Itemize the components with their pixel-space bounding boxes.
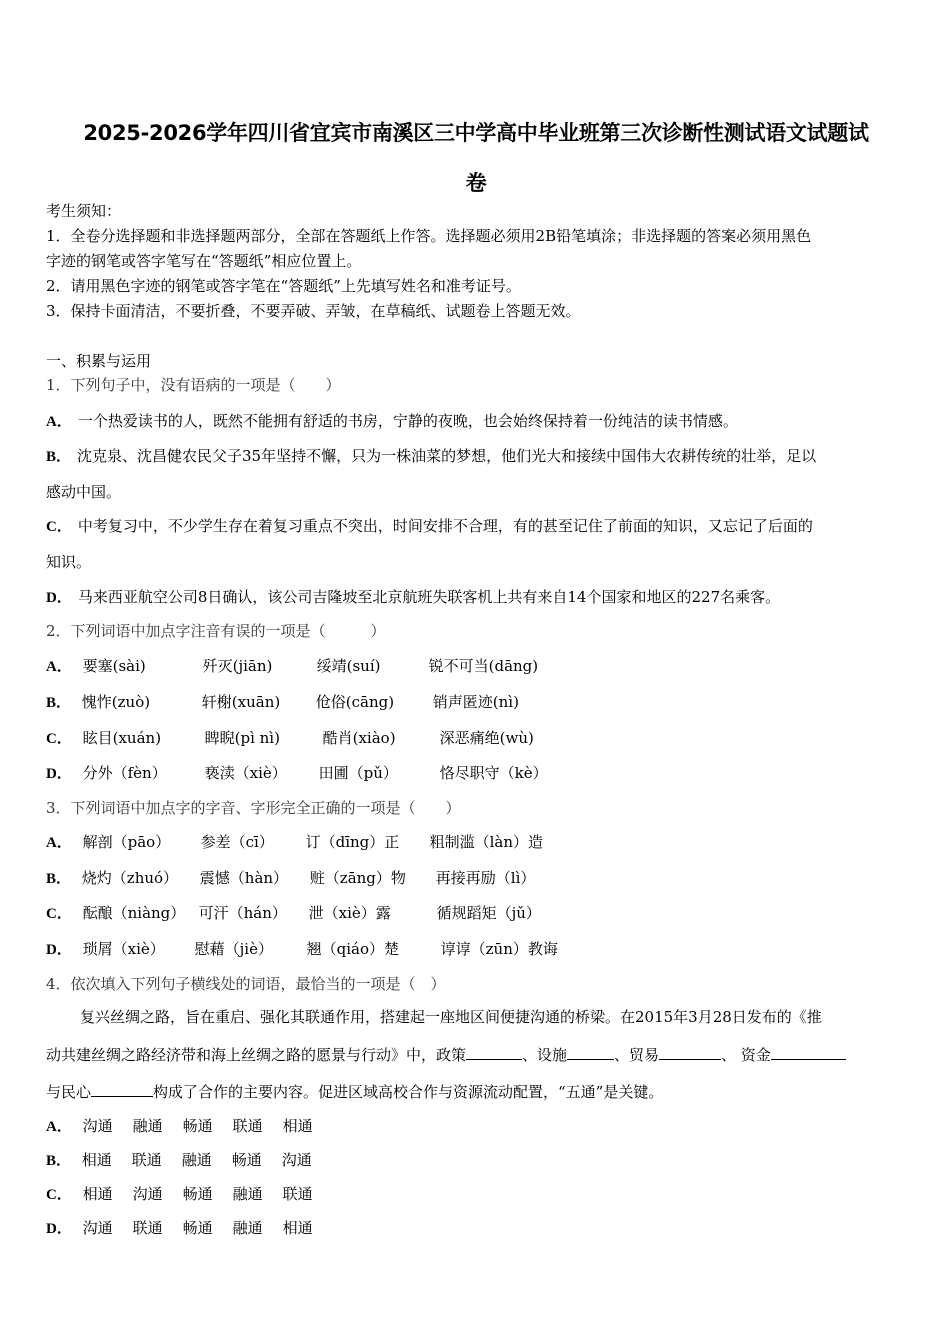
q4-stem: 4．依次填入下列句子横线处的词语，最恰当的一项是（ ） [46, 975, 446, 993]
option-term: 订（dīng）正 [305, 833, 400, 851]
option-label: A． [46, 659, 72, 675]
option-word: 相通 [81, 1151, 112, 1169]
option-word: 相通 [282, 1219, 313, 1237]
option-word: 畅通 [182, 1117, 213, 1135]
q4-option-d [46, 1218, 313, 1239]
q2-option-b [46, 692, 519, 713]
option-term: 慰藉（jiè） [194, 940, 273, 958]
q4-option-b [46, 1150, 312, 1171]
notice-item-3: 3．保持卡面清洁，不要折叠，不要弄破、弄皱，在草稿纸、试题卷上答题无效。 [46, 302, 581, 320]
option-label: B． [46, 695, 72, 711]
q2-option-c [46, 728, 534, 749]
title-line-1: 2025-2026学年四川省宜宾市南溪区三中学高中毕业班第三次诊断性测试语文试题试 [83, 121, 869, 145]
option-text: 马来西亚航空公司8日确认，该公司吉隆坡至北京航班失联客机上共有来自14个国家和地区的227名乘客。 [77, 588, 781, 606]
option-term: 震憾（hàn） [199, 869, 289, 887]
option-word: 联通 [232, 1117, 263, 1135]
option-term: 深恶痛绝(wù) [439, 729, 534, 747]
option-term: 再接再励（lì） [435, 869, 536, 887]
answer-blank[interactable] [466, 1045, 522, 1060]
option-label: C． [46, 731, 72, 747]
option-label: C． [46, 519, 72, 535]
option-term: 恪尽职守（kè） [439, 764, 548, 782]
option-term: 歼灭(jiān) [202, 657, 273, 675]
q1-stem: 1．下列句子中，没有语病的一项是（ ） [46, 376, 341, 394]
option-term: 销声匿迹(nì) [432, 693, 519, 711]
option-word: 融通 [181, 1151, 212, 1169]
option-term: 粗制滥（làn）造 [429, 833, 544, 851]
option-label: B． [46, 1153, 72, 1169]
option-term: 亵渎（xiè） [204, 764, 287, 782]
option-text: 一个热爱读书的人，既然不能拥有舒适的书房，宁静的夜晚，也会始终保持着一份纯洁的读书情感。 [77, 412, 738, 430]
option-term: 烧灼（zhuó） [81, 869, 179, 887]
option-label: C． [46, 1187, 72, 1203]
option-label: D． [46, 766, 72, 782]
q3-option-d [46, 939, 558, 960]
answer-blank[interactable] [567, 1045, 614, 1060]
q2-stem: 2．下列词语中加点字注音有误的一项是（ ） [46, 622, 386, 640]
q4-passage-line-1: 复兴丝绸之路，旨在重启、强化其联通作用，搭建起一座地区间便捷沟通的桥梁。在2015年3月28日发布的《推 [80, 1008, 822, 1026]
q3-option-a [46, 832, 543, 853]
section-heading: 一、积累与运用 [46, 352, 152, 370]
option-term: 解剖（pāo） [82, 833, 171, 851]
q3-stem: 3．下列词语中加点字的字音、字形完全正确的一项是（ ） [46, 799, 461, 817]
option-word: 畅通 [182, 1219, 213, 1237]
q4-passage-line-2 [46, 1045, 846, 1065]
option-word: 融通 [132, 1117, 163, 1135]
q1-option-a [46, 411, 738, 432]
option-word: 畅通 [231, 1151, 262, 1169]
option-word: 沟通 [82, 1219, 113, 1237]
option-word: 沟通 [82, 1117, 113, 1135]
q3-option-c [46, 903, 541, 924]
option-term: 谆谆（zūn）教诲 [440, 940, 558, 958]
option-label: B． [46, 871, 72, 887]
option-term: 酝酿（niàng） [82, 904, 186, 922]
answer-blank[interactable] [771, 1045, 846, 1060]
option-term: 泄（xiè）露 [308, 904, 391, 922]
notice-item-1-cont: 字迹的钢笔或答字笔写在“答题纸”相应位置上。 [46, 252, 362, 270]
option-term: 参差（cī） [200, 833, 274, 851]
q1-option-c [46, 516, 813, 537]
option-label: D． [46, 590, 72, 606]
option-label: C． [46, 906, 72, 922]
passage-text: 、 资金 [721, 1046, 771, 1064]
option-word: 相通 [82, 1185, 113, 1203]
option-word: 联通 [282, 1185, 313, 1203]
option-word: 畅通 [182, 1185, 213, 1203]
option-term: 酷肖(xiào) [322, 729, 396, 747]
q4-option-c [46, 1184, 313, 1205]
option-term: 可汗（hán） [198, 904, 287, 922]
option-term: 琐屑（xiè） [82, 940, 165, 958]
option-label: B． [46, 449, 72, 465]
q1-option-b [46, 446, 816, 467]
option-term: 田圃（pǔ） [318, 764, 398, 782]
option-text: 中考复习中，不少学生存在着复习重点不突出，时间安排不合理，有的甚至记住了前面的知识，又忘记了后面的 [77, 517, 813, 535]
option-term: 赃（zāng）物 [309, 869, 406, 887]
option-label: A． [46, 414, 72, 430]
option-word: 相通 [282, 1117, 313, 1135]
q4-passage-line-3 [46, 1082, 663, 1102]
option-term: 眩目(xuán) [82, 729, 162, 747]
option-label: D． [46, 1221, 72, 1237]
option-term: 轩榭(xuān) [201, 693, 281, 711]
option-term: 要塞(sài) [82, 657, 146, 675]
option-term: 伧俗(cāng) [315, 693, 395, 711]
option-term: 翘（qiáo）楚 [306, 940, 399, 958]
passage-text: 、贸易 [614, 1046, 660, 1064]
page-title [46, 108, 906, 208]
passage-text: 与民心 [46, 1083, 92, 1101]
option-word: 沟通 [132, 1185, 163, 1203]
option-word: 沟通 [281, 1151, 312, 1169]
option-word: 融通 [232, 1185, 263, 1203]
notice-heading: 考生须知： [46, 202, 122, 220]
title-line-2: 卷 [465, 171, 487, 195]
q1-option-b-cont: 感动中国。 [46, 483, 122, 501]
q4-option-a [46, 1116, 313, 1137]
answer-blank[interactable] [91, 1082, 153, 1097]
option-term: 循规蹈矩（jǔ） [436, 904, 541, 922]
option-word: 联通 [132, 1219, 163, 1237]
q1-option-c-cont: 知识。 [46, 553, 92, 571]
option-label: A． [46, 835, 72, 851]
answer-blank[interactable] [659, 1045, 721, 1060]
notice-item-2: 2．请用黑色字迹的钢笔或答字笔在“答题纸”上先填写姓名和准考证号。 [46, 277, 521, 295]
option-term: 睥睨(pì nì) [204, 729, 280, 747]
option-label: A． [46, 1119, 72, 1135]
passage-text: 、设施 [522, 1046, 568, 1064]
passage-text: 动共建丝绸之路经济带和海上丝绸之路的愿景与行动》中，政策 [46, 1046, 467, 1064]
option-text: 沈克泉、沈昌健农民父子35年坚持不懈，只为一株油菜的梦想，他们光大和接续中国伟大农耕传统的壮举，足以 [77, 447, 817, 465]
q3-option-b [46, 868, 535, 889]
option-term: 愧怍(zuò) [81, 693, 151, 711]
option-word: 联通 [131, 1151, 162, 1169]
q2-option-d [46, 763, 548, 784]
option-word: 融通 [232, 1219, 263, 1237]
notice-item-1: 1．全卷分选择题和非选择题两部分，全部在答题纸上作答。选择题必须用2B铅笔填涂；非选择题的答案必须用黑色 [46, 227, 812, 245]
option-term: 分外（fèn） [82, 764, 167, 782]
q2-option-a [46, 656, 538, 677]
q1-option-d [46, 587, 780, 608]
option-term: 锐不可当(dāng) [428, 657, 539, 675]
option-label: D． [46, 942, 72, 958]
option-term: 绥靖(suí) [316, 657, 381, 675]
passage-text: 构成了合作的主要内容。促进区域高校合作与资源流动配置，“五通”是关键。 [153, 1083, 664, 1101]
